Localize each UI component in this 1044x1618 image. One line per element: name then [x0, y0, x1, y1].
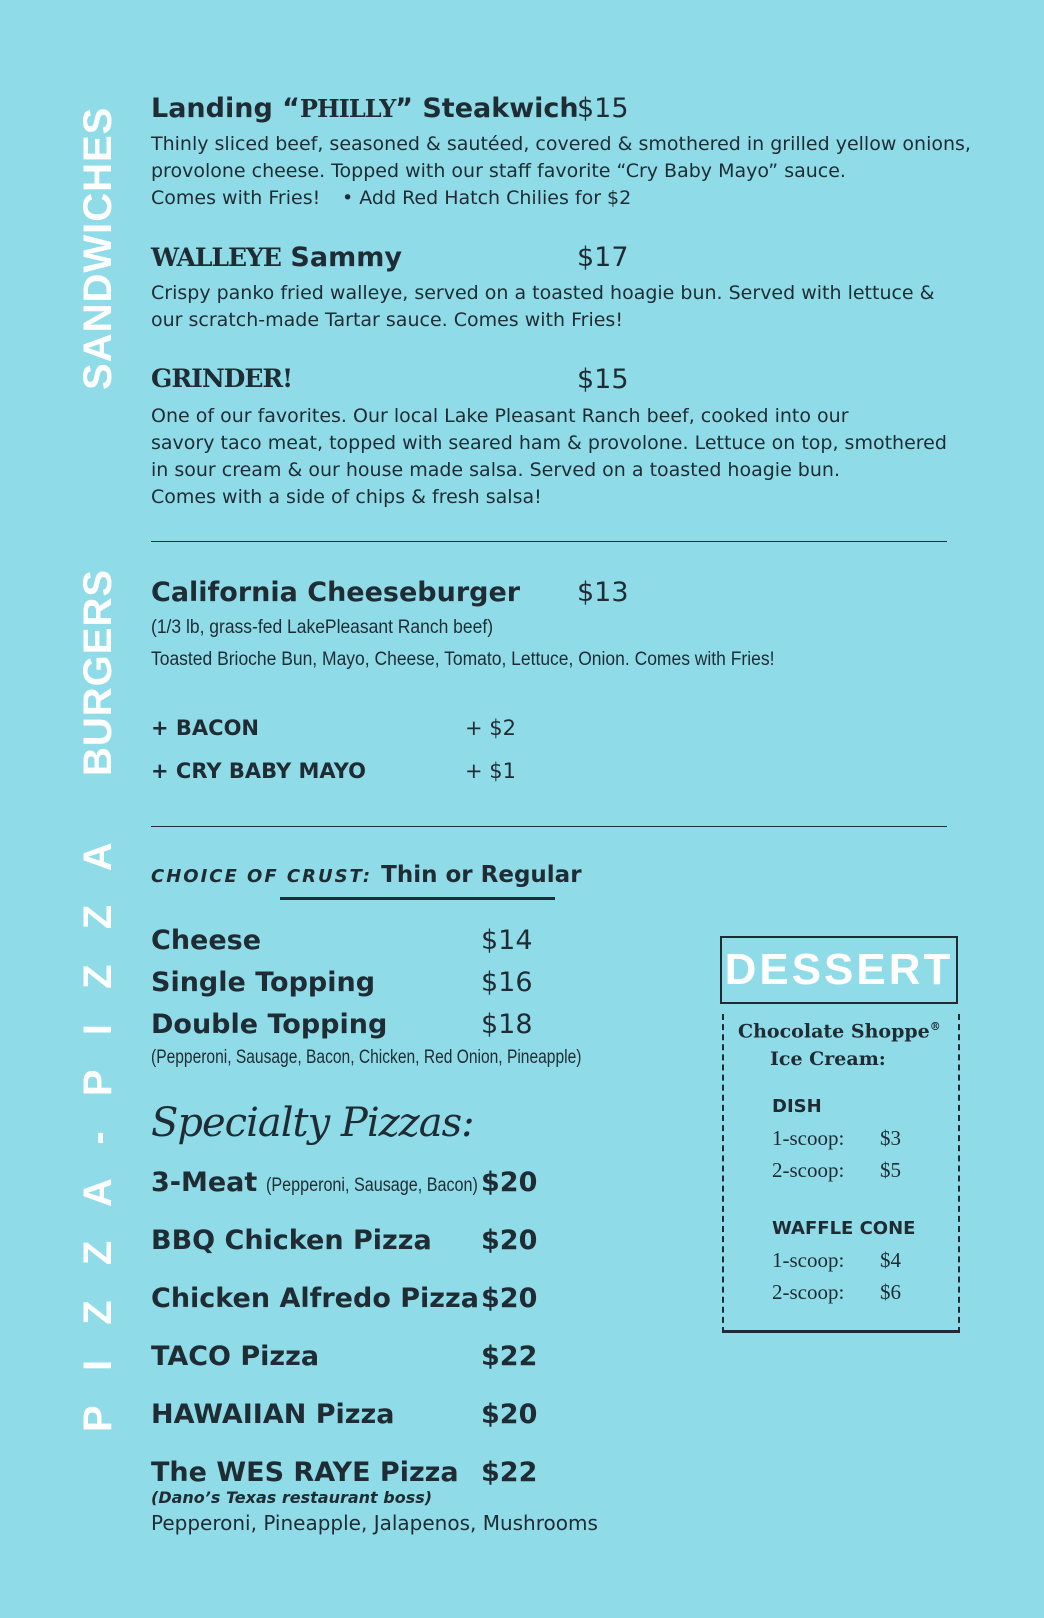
ice-cream-brand-2: Ice Cream: — [770, 1048, 886, 1070]
ice-cream-box — [722, 1014, 960, 1333]
specialty-3meat — [151, 1167, 516, 1198]
specialty-alfredo-name: Chicken Alfredo Pizza — [151, 1283, 479, 1314]
specialty-alfredo-price: $20 — [481, 1283, 538, 1314]
dish-1-label: 1-scoop: — [772, 1126, 845, 1150]
specialty-hawaiian-name: HAWAIIAN Pizza — [151, 1399, 395, 1430]
specialty-hawaiian-price: $20 — [481, 1399, 538, 1430]
crust-value: Thin or Regular — [381, 862, 582, 888]
pizza-cheese-name: Cheese — [151, 925, 262, 956]
pizza-toppings: (Pepperoni, Sausage, Bacon, Chicken, Red Onion, Pineapple) — [151, 1047, 582, 1068]
grinder-price: $15 — [577, 364, 629, 395]
specialty-bbq-name: BBQ Chicken Pizza — [151, 1225, 432, 1256]
grinder-desc-2: savory taco meat, topped with seared ham & provolone. Lettuce on top, smothered — [151, 432, 947, 454]
walleye-price: $17 — [577, 242, 629, 273]
philly-title — [151, 93, 579, 124]
grinder-desc-3: in sour cream & our house made salsa. Served on a toasted hoagie bun. — [151, 459, 840, 481]
philly-title-b: PHILLY — [299, 94, 396, 123]
dessert-title: DESSERT — [724, 945, 954, 994]
walleye-title-b: Sammy — [281, 242, 402, 273]
crust-line — [151, 862, 582, 888]
addon-bacon-price: + $2 — [465, 716, 516, 740]
registered-mark: ® — [929, 1020, 941, 1033]
dish-1-price: $3 — [880, 1126, 901, 1150]
dessert-header-box — [720, 936, 958, 1004]
philly-title-c: ” Steakwich — [395, 93, 579, 124]
dish-2-price: $5 — [880, 1158, 901, 1182]
walleye-desc-2: our scratch-made Tartar sauce. Comes with Fries! — [151, 309, 623, 331]
burgers-section-label: BURGERS — [76, 568, 120, 776]
specialty-3meat-note: (Pepperoni, Sausage, Bacon) — [266, 1175, 479, 1196]
dish-label: DISH — [772, 1096, 822, 1117]
philly-title-a: Landing “ — [151, 93, 300, 124]
philly-price: $15 — [577, 93, 629, 124]
ice-cream-brand-name: Chocolate Shoppe — [738, 1020, 930, 1043]
pizza-double-price: $18 — [481, 1009, 533, 1040]
addon-bacon-label: + BACON — [151, 716, 260, 740]
burger-desc: Toasted Brioche Bun, Mayo, Cheese, Tomato, Lettuce, Onion. Comes with Fries! — [151, 649, 775, 670]
pizza-double-name: Double Topping — [151, 1009, 388, 1040]
philly-desc-1: Thinly sliced beef, seasoned & sautéed, covered & smothered in grilled yellow onions, — [151, 133, 971, 155]
specialty-title: Specialty Pizzas: — [151, 1100, 474, 1146]
specialty-wes-name: The WES RAYE Pizza — [151, 1457, 459, 1488]
specialty-taco-price: $22 — [481, 1341, 538, 1372]
walleye-title-a: WALLEYE — [151, 243, 281, 272]
cone-1-price: $4 — [880, 1248, 901, 1272]
specialty-3meat-name: 3-Meat — [151, 1167, 258, 1198]
specialty-bbq-price: $20 — [481, 1225, 538, 1256]
cone-2-price: $6 — [880, 1280, 901, 1304]
walleye-title — [151, 242, 402, 273]
grinder-desc-1: One of our favorites. Our local Lake Pleasant Ranch beef, cooked into our — [151, 405, 849, 427]
burger-note: (1/3 lb, grass-fed LakePleasant Ranch beef) — [151, 617, 494, 638]
philly-desc-2: provolone cheese. Topped with our staff favorite “Cry Baby Mayo” sauce. — [151, 160, 846, 182]
sandwiches-section-label: SANDWICHES — [76, 106, 120, 390]
addon-mayo-price: + $1 — [465, 759, 516, 783]
divider-1 — [151, 541, 947, 542]
grinder-desc-4: Comes with a side of chips & fresh salsa! — [151, 486, 542, 508]
pizza-single-name: Single Topping — [151, 967, 376, 998]
cone-label: WAFFLE CONE — [772, 1218, 916, 1239]
specialty-taco-name: TACO Pizza — [151, 1341, 320, 1372]
pizza-cheese-price: $14 — [481, 925, 533, 956]
specialty-wes-price: $22 — [481, 1457, 538, 1488]
divider-2 — [151, 826, 947, 827]
burger-title: California Cheeseburger — [151, 577, 521, 608]
dish-2-label: 2-scoop: — [772, 1158, 845, 1182]
burger-price: $13 — [577, 577, 629, 608]
cone-1-label: 1-scoop: — [772, 1248, 845, 1272]
specialty-wes-note: (Dano’s Texas restaurant boss) — [151, 1488, 433, 1507]
specialty-wes-desc: Pepperoni, Pineapple, Jalapenos, Mushrooms — [151, 1511, 598, 1535]
crust-label: CHOICE OF CRUST: — [151, 866, 373, 887]
addon-mayo-label: + CRY BABY MAYO — [151, 759, 366, 783]
pizza-single-price: $16 — [481, 967, 533, 998]
pizza-section-label: P I Z Z A - P I Z Z A — [76, 830, 120, 1432]
philly-desc-3a: Comes with Fries! — [151, 187, 321, 209]
specialty-3meat-price: $20 — [481, 1167, 538, 1198]
grinder-title: GRINDER! — [151, 364, 293, 393]
walleye-desc-1: Crispy panko fried walleye, served on a toasted hoagie bun. Served with lettuce & — [151, 282, 935, 304]
ice-cream-brand-1 — [738, 1020, 941, 1042]
crust-underline — [280, 897, 555, 900]
philly-desc-3b: • Add Red Hatch Chilies for $2 — [342, 187, 632, 209]
cone-2-label: 2-scoop: — [772, 1280, 845, 1304]
